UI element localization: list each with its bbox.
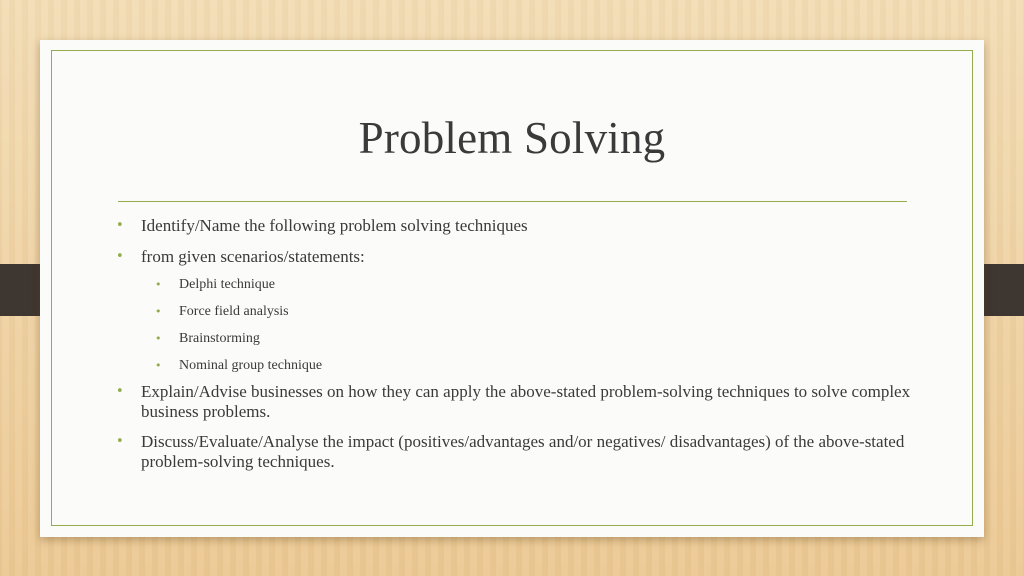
- sub-bullet-text: Brainstorming: [179, 331, 260, 346]
- bullet-item: [114, 382, 914, 422]
- slide-card: [40, 40, 984, 537]
- bullet-item: [114, 216, 914, 236]
- bullet-dot-icon: •: [155, 278, 162, 291]
- sub-bullet-item: [114, 276, 914, 293]
- bullet-dot-icon: •: [155, 305, 162, 318]
- bullet-text: Explain/Advise businesses on how they can apply the above-stated problem-solving techniques to solve complex business problems.: [141, 382, 911, 421]
- bullet-list: [114, 216, 914, 472]
- sub-bullet-item: [114, 357, 914, 374]
- bullet-dot-icon: •: [155, 359, 162, 372]
- bullet-text: Identify/Name the following problem solving techniques: [141, 216, 528, 235]
- bullet-dot-icon: •: [116, 434, 124, 449]
- bullet-dot-icon: •: [116, 384, 124, 399]
- sub-bullet-text: Force field analysis: [179, 304, 289, 319]
- sub-bullet-text: Delphi technique: [179, 277, 276, 292]
- bullet-dot-icon: •: [116, 249, 124, 264]
- bullet-dot-icon: •: [155, 332, 162, 345]
- sub-bullet-text: Nominal group technique: [179, 358, 323, 373]
- sub-bullet-item: [114, 330, 914, 347]
- slide-title: Problem Solving: [358, 113, 666, 163]
- bullet-item: [114, 432, 914, 472]
- bullet-text: from given scenarios/statements:: [141, 247, 365, 266]
- bullet-item: [114, 247, 914, 267]
- title-divider: [118, 201, 907, 202]
- bullet-text: Discuss/Evaluate/Analyse the impact (positives/advantages and/or negatives/ disadvantages) of the above-stated problem-solving techniques.: [141, 432, 905, 471]
- bullet-dot-icon: •: [116, 218, 124, 233]
- sub-bullet-item: [114, 303, 914, 320]
